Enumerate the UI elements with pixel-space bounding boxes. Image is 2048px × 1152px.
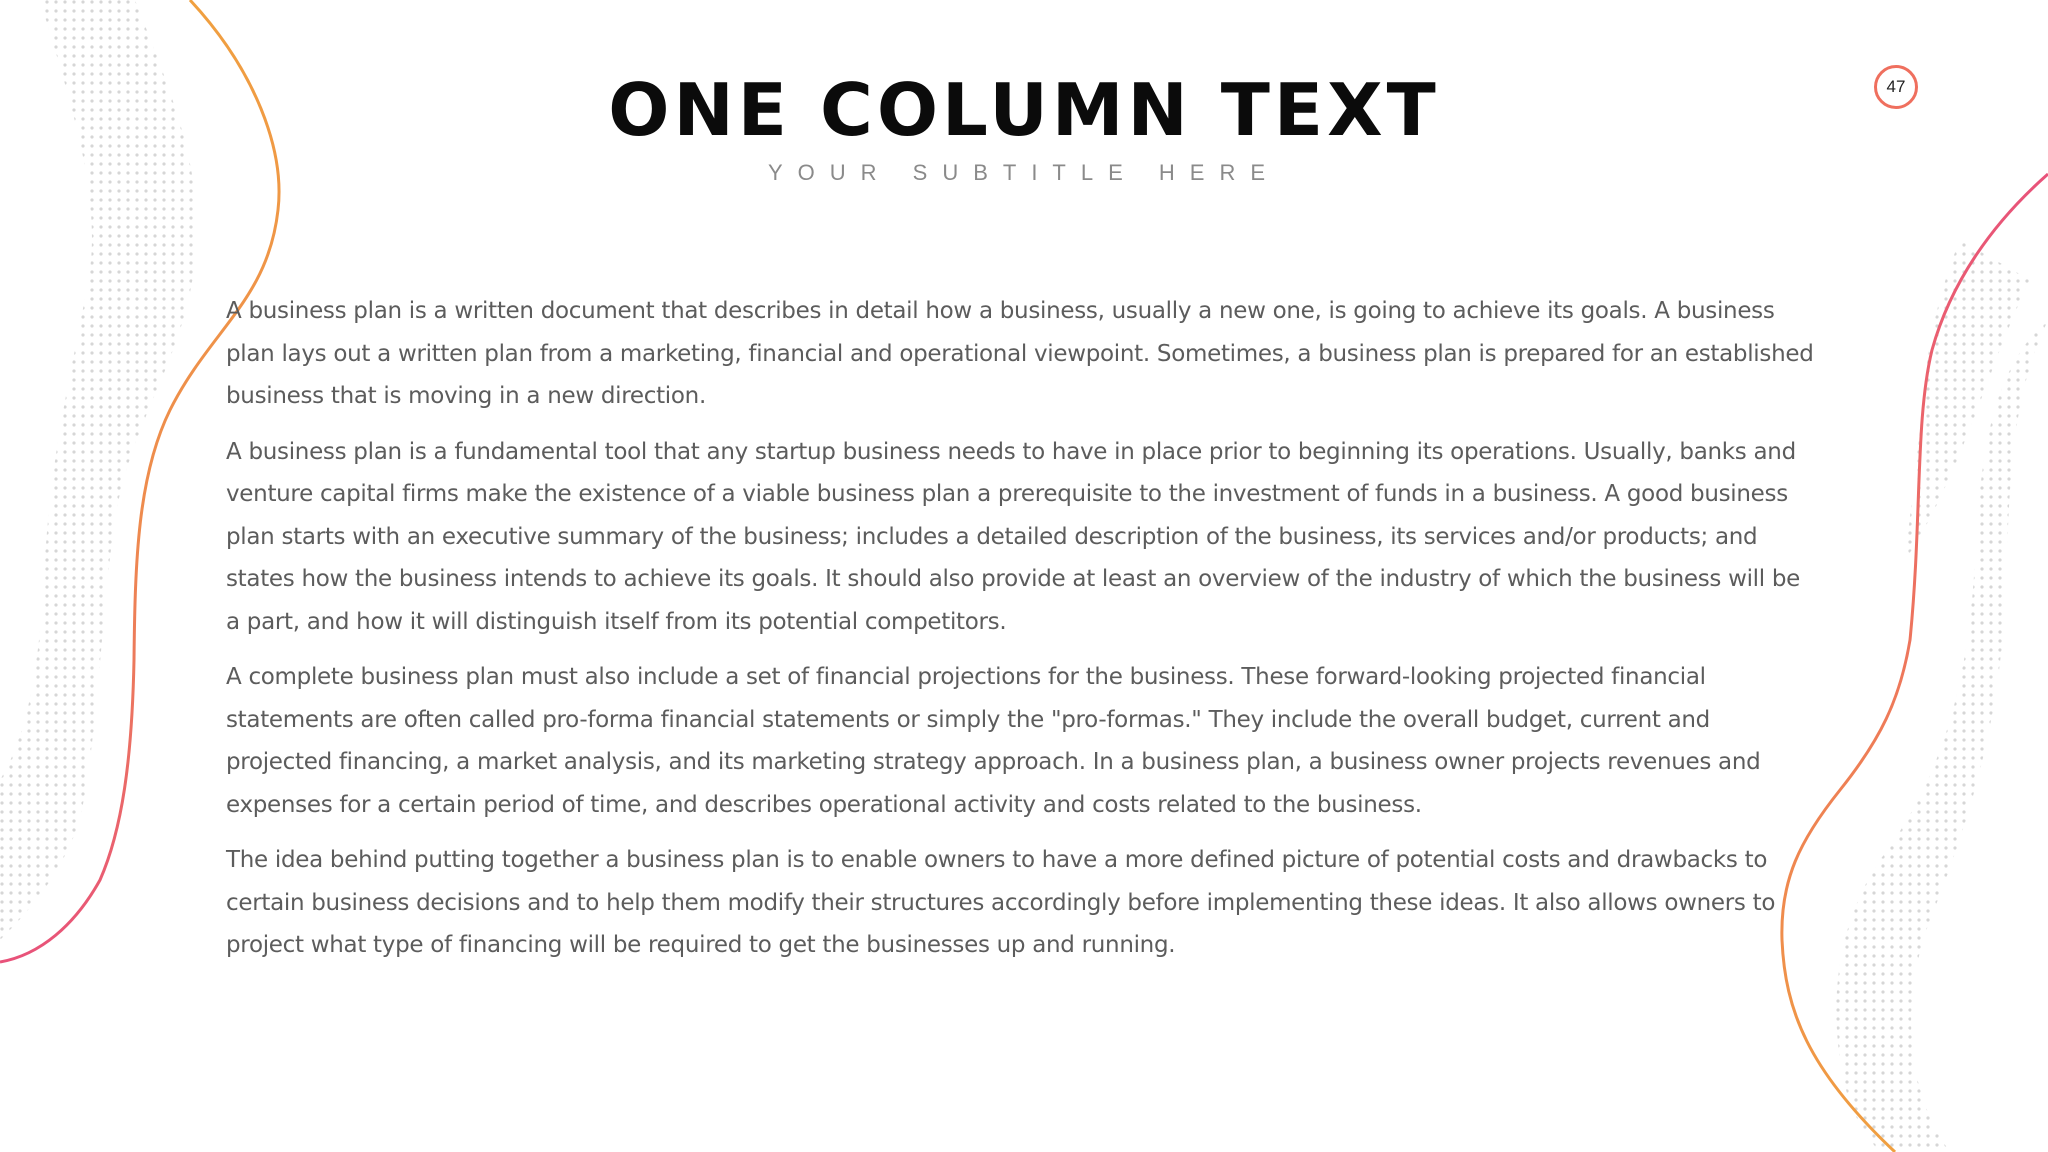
- body-text-column: [226, 290, 1814, 980]
- page-number-badge: 47: [1874, 65, 1918, 109]
- paragraph-4: The idea behind putting together a business plan is to enable owners to have a more defined picture of potential costs and drawbacks to certain business decisions and to help them modify their structures accordingly before implementing these ideas. It also allows owners to project what type of financing will be required to get the businesses up and running.: [226, 847, 1776, 958]
- paragraph-2: A business plan is a fundamental tool that any startup business needs to have in place prior to beginning its operations. Usually, banks and venture capital firms make the existence of a viable business plan a prerequisite to the investment of funds in a business. A good business plan starts with an executive summary of the business; includes a detailed description of the business, its services and/or products; and states how the business intends to achieve its goals. It should also provide at least an overview of the industry of which the business will be a part, and how it will distinguish itself from its potential competitors.: [226, 438, 1801, 635]
- paragraph-3: A complete business plan must also include a set of financial projections for the business. These forward-looking projected financial statements are often called pro-forma financial statements or simply the "pro-formas." They include the overall budget, current and projected financing, a market analysis, and its marketing strategy approach. In a business plan, a business owner projects revenues and expenses for a certain period of time, and describes operational activity and costs related to the business.: [226, 664, 1761, 818]
- slide-subtitle: YOUR SUBTITLE HERE: [767, 160, 1281, 185]
- paragraph-1: A business plan is a written document that describes in detail how a business, usually a new one, is going to achieve its goals. A business plan lays out a written plan from a marketing, financial and operational viewpoint. Sometimes, a business plan is prepared for an established business that is moving in a new direction.: [226, 298, 1814, 409]
- slide-title: ONE COLUMN TEXT: [608, 68, 1440, 152]
